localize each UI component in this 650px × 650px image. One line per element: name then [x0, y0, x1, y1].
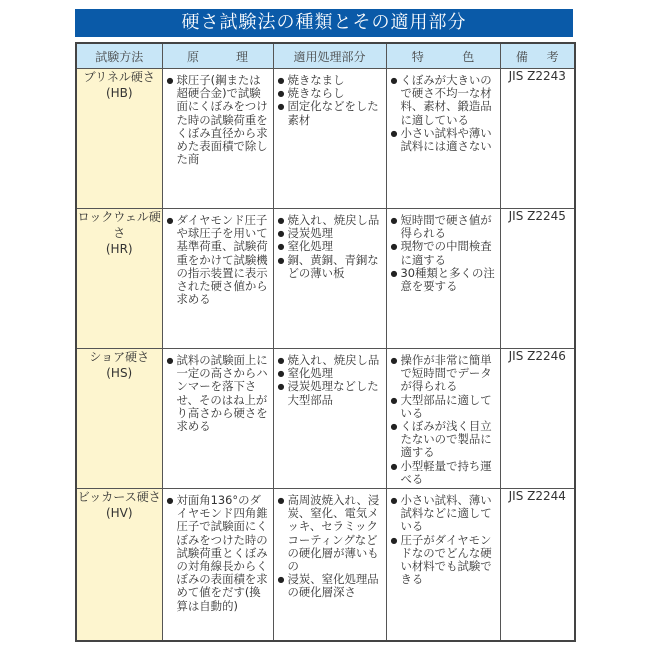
list-item: ● 短時間で硬さ値が得られる — [391, 214, 497, 240]
list-item: ● くぼみが浅く目立たないので製品に適する — [391, 420, 497, 460]
principle-cell — [162, 489, 273, 642]
principle-cell — [162, 69, 273, 209]
remarks-cell: JIS Z2245 — [500, 209, 575, 349]
features-cell — [386, 69, 500, 209]
list-item: ● 操作が非常に簡単で短時間でデータが得られる — [391, 354, 497, 394]
list-item: ● 浸炭、窒化処理品の硬化層深さ — [278, 573, 383, 599]
header-features-part: 色 — [462, 49, 475, 64]
list-item: ● 球圧子(鋼または超硬合金)で試験面にくぼみをつけた時の試験荷重をくぼみ直径から求めた表面積で除した商 — [167, 74, 270, 166]
applications-cell — [273, 69, 386, 209]
method-name: ブリネル硬さ — [83, 70, 155, 84]
list-item: ● くぼみが大きいので硬さ不均一な材料、素材、鍛造品に適している — [391, 74, 497, 127]
method-symbol: (HR) — [105, 242, 133, 256]
method-cell — [76, 209, 162, 349]
method-name: ショア硬さ — [89, 350, 150, 364]
applications-cell — [273, 489, 386, 642]
applications-cell — [273, 349, 386, 489]
list-item: ● 浸炭処理 — [278, 227, 383, 240]
list-item: ● 圧子がダイヤモンドなのでどんな硬い材料でも試験できる — [391, 534, 497, 587]
header-principle-part: 理 — [235, 49, 248, 64]
list-item: ● 焼きなまし — [278, 74, 383, 87]
list-item: ● 窒化処理 — [278, 367, 383, 380]
list-item: ● 高周波焼入れ、浸炭、窒化、電気メッキ、セラミックコーティングなどの硬化層が薄いもの — [278, 494, 383, 573]
list-item: ● 焼入れ、焼戻し品 — [278, 214, 383, 227]
list-item: ● 小さい試料、薄い試料などに適している — [391, 494, 497, 534]
method-symbol: (HS) — [106, 366, 133, 380]
list-item: ● 小さい試料や薄い試料には適さない — [391, 127, 497, 153]
method-name: ロックウェル硬さ — [77, 210, 161, 240]
principle-cell — [162, 349, 273, 489]
list-item: ● 焼きならし — [278, 87, 383, 100]
applications-cell — [273, 209, 386, 349]
list-item: ● 窒化処理 — [278, 240, 383, 253]
method-symbol: (HV) — [105, 506, 133, 520]
table-row — [76, 209, 575, 349]
table-header-row — [76, 43, 575, 69]
method-cell — [76, 349, 162, 489]
header-remarks-part: 備 — [515, 49, 528, 64]
list-item: ● 焼入れ、焼戻し品 — [278, 354, 383, 367]
header-applications: 適用処理部分 — [273, 43, 386, 69]
list-item: ● 小型軽量で持ち運べる — [391, 460, 497, 486]
table-row — [76, 349, 575, 489]
list-item: ● ダイヤモンド圧子や球圧子を用いて基準荷重、試験荷重をかけて試験機の指示装置に表示された硬さ値から求める — [167, 214, 270, 306]
header-test-method: 試験方法 — [76, 43, 162, 69]
header-principle — [162, 43, 273, 69]
header-remarks-part: 考 — [546, 49, 559, 64]
method-cell — [76, 489, 162, 642]
list-item: ● 対面角136°のダイヤモンド四角錐圧子で試験面にくぼみをつけた時の試験荷重とくぼみの対角線長からくぼみの表面積を求めて値をだす(換算は自動的) — [167, 494, 270, 613]
hardness-test-table — [75, 42, 576, 642]
list-item: ● 試料の試験面上に一定の高さからハンマーを落下させ、そのはね上がり高さから硬さを求める — [167, 354, 270, 433]
features-cell — [386, 489, 500, 642]
header-features-part: 特 — [411, 49, 424, 64]
table-row — [76, 489, 575, 642]
table-row — [76, 69, 575, 209]
method-name: ビッカース硬さ — [77, 490, 161, 504]
method-symbol: (HB) — [105, 86, 133, 100]
list-item: ● 現物での中間検査に適する — [391, 240, 497, 266]
header-features — [386, 43, 500, 69]
list-item: ● 大型部品に適している — [391, 394, 497, 420]
method-cell — [76, 69, 162, 209]
features-cell — [386, 349, 500, 489]
list-item: ● 銅、黄銅、青銅などの薄い板 — [278, 254, 383, 280]
principle-cell — [162, 209, 273, 349]
remarks-cell: JIS Z2244 — [500, 489, 575, 642]
list-item: ● 30種類と多くの注意を要する — [391, 267, 497, 293]
header-principle-part: 原 — [186, 49, 199, 64]
features-cell — [386, 209, 500, 349]
header-remarks — [500, 43, 575, 69]
list-item: ● 固定化などをした素材 — [278, 100, 383, 126]
page-title: 硬さ試験法の種類とその適用部分 — [75, 9, 573, 37]
remarks-cell: JIS Z2246 — [500, 349, 575, 489]
list-item: ● 浸炭処理などした大型部品 — [278, 380, 383, 406]
remarks-cell: JIS Z2243 — [500, 69, 575, 209]
